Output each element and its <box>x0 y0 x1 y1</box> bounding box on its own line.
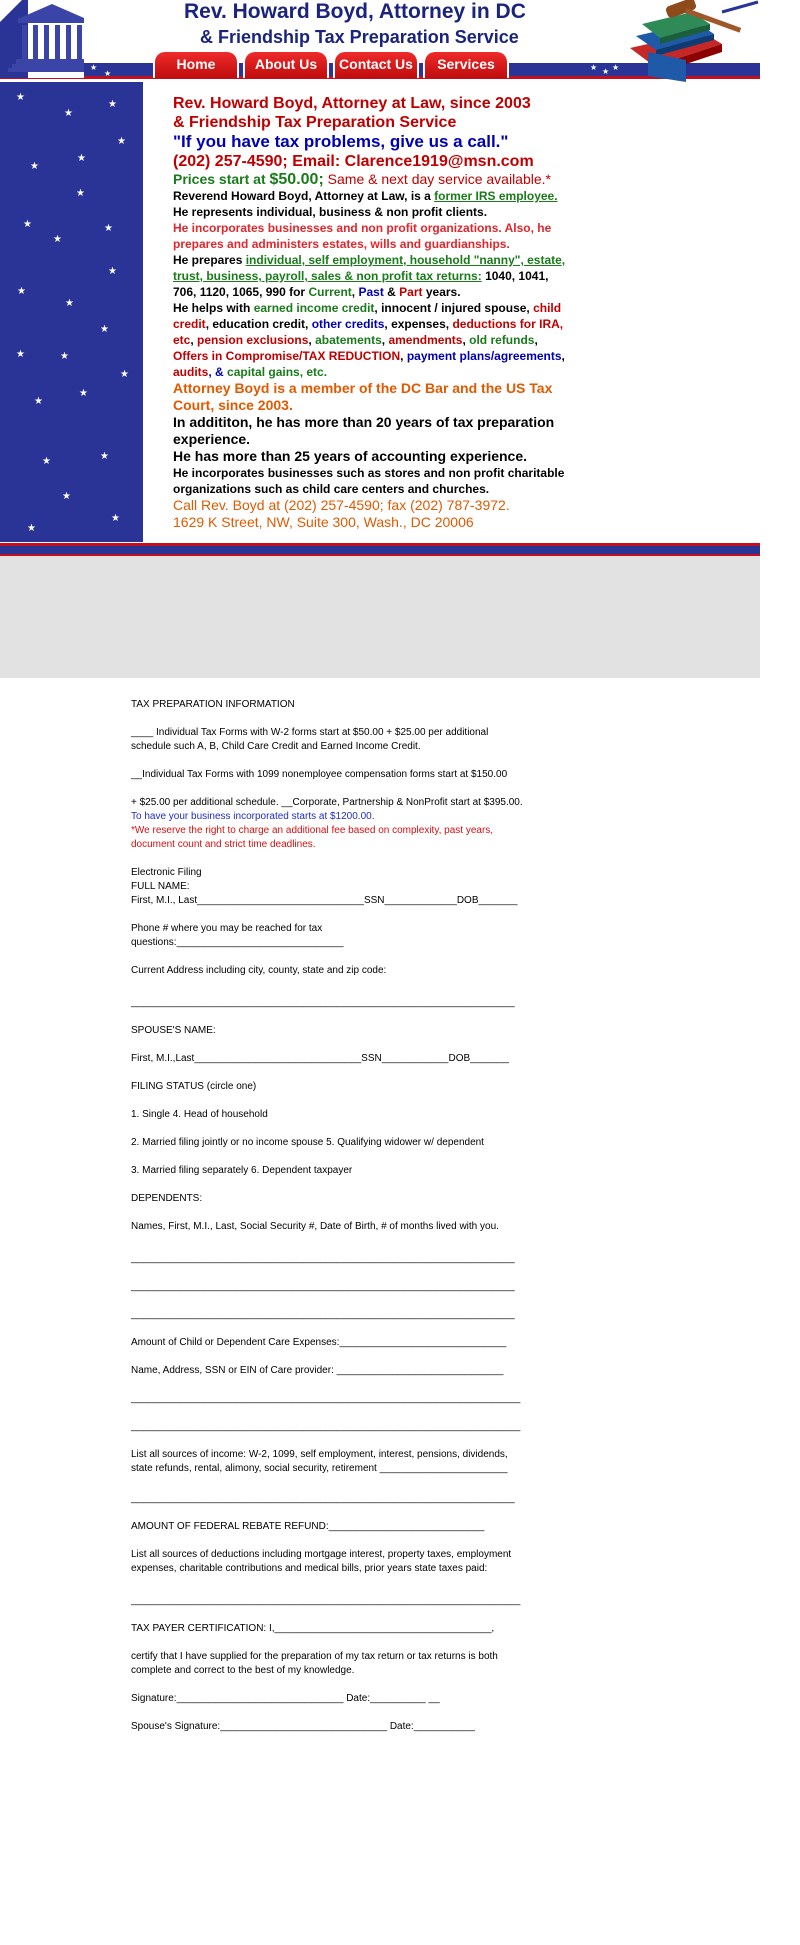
filing-status-option-3[interactable]: 3. Married filing separately 6. Dependent taxpayer <box>131 1165 353 1176</box>
star-icon: ★ <box>30 161 39 172</box>
service-phrase: pension exclusions <box>197 333 309 347</box>
star-panel <box>0 82 143 542</box>
nav-contact-button[interactable]: Contact Us <box>333 50 419 78</box>
service-phrase: , <box>381 333 389 347</box>
dependents-label: DEPENDENTS: <box>131 1193 203 1204</box>
service-phrase: capital gains, etc. <box>227 365 328 379</box>
care-provider-field[interactable]: Name, Address, SSN or EIN of Care provider: ______________________________ <box>131 1365 504 1376</box>
service-phrase: , expenses, <box>384 317 453 331</box>
star-icon: ★ <box>34 396 43 407</box>
service-phrase: deductions for IRA, etc <box>173 317 564 347</box>
full-name-label: FULL NAME: <box>131 881 190 892</box>
star-icon: ★ <box>17 286 26 297</box>
signature-field[interactable]: Signature:______________________________ Date:__________ __ <box>131 1693 440 1704</box>
service-phrase: , <box>462 333 470 347</box>
electronic-filing-label: Electronic Filing <box>131 867 202 878</box>
care-provider-line-2[interactable]: ______________________________________________________________________ <box>131 1421 521 1432</box>
intro-call: Call Rev. Boyd at (202) 257-4590; fax (202) 787-3972. <box>173 497 510 513</box>
star-icon: ★ <box>76 188 85 199</box>
service-phrase: , <box>534 333 538 347</box>
nav-home-button[interactable]: Home <box>153 50 239 78</box>
star-icon: ★ <box>108 99 117 110</box>
courthouse-icon <box>0 0 84 78</box>
tax-information-form <box>131 698 531 1748</box>
star-icon: ★ <box>42 456 51 467</box>
address-field[interactable]: _____________________________________________________________________ <box>131 997 515 1008</box>
tax-returns-link[interactable]: individual, self employment, household "nanny", estate, trust, business, payroll, sales & non profit tax returns: <box>173 253 566 283</box>
service-phrase: abatements <box>315 333 382 347</box>
service-phrase: , <box>190 333 198 347</box>
sep: & <box>383 285 400 299</box>
star-icon: ★ <box>16 349 25 360</box>
intro-para-3 <box>173 252 568 300</box>
intro-address: 1629 K Street, NW, Suite 300, Wash., DC 20006 <box>173 514 474 530</box>
intro-heading-2: & Friendship Tax Preparation Service <box>173 114 457 131</box>
intro-contact-heading: (202) 257-4590; Email: Clarence1919@msn.com <box>173 153 534 170</box>
filing-status-option-1[interactable]: 1. Single 4. Head of household <box>131 1109 268 1120</box>
past-years: Past <box>358 285 384 299</box>
spouse-name-field[interactable]: First, M.I.,Last______________________________SSN____________DOB_______ <box>131 1053 510 1064</box>
form-item-1099: __Individual Tax Forms with 1099 nonemployee compensation forms start at $150.00 <box>131 769 508 780</box>
intro-para-2: He incorporates businesses and non profit organizations. Also, he prepares and administers estates, wills and guardianships. <box>173 221 552 251</box>
site-title-line1: Rev. Howard Boyd, Attorney in DC <box>184 0 526 23</box>
intro-experience-tax: In addititon, he has more than 20 years of tax preparation experience. <box>173 414 555 447</box>
prices-service-note: Same & next day service available.* <box>323 171 551 187</box>
deductions-line[interactable]: ______________________________________________________________________ <box>131 1595 521 1606</box>
star-icon: ★ <box>60 351 69 362</box>
gavel-books-icon <box>626 0 760 82</box>
service-phrase: payment plans/agreements <box>406 349 562 363</box>
star-icon: ★ <box>100 324 109 335</box>
dependents-description: Names, First, M.I., Last, Social Security #, Date of Birth, # of months lived with you. <box>131 1221 499 1232</box>
star-icon: ★ <box>64 108 73 119</box>
filing-status-label: FILING STATUS (circle one) <box>131 1081 257 1092</box>
intro-section <box>173 94 568 543</box>
star-icon: ★ <box>117 136 126 147</box>
star-icon: ★ <box>111 513 120 524</box>
income-line[interactable]: _____________________________________________________________________ <box>131 1493 515 1504</box>
intro-dc-bar: Attorney Boyd is a member of the DC Bar and the US Tax Court, since 2003. <box>173 380 553 413</box>
service-phrase: , education credit, <box>205 317 312 331</box>
divider-blue-stripe <box>0 546 760 554</box>
income-sources-field[interactable]: List all sources of income: W-2, 1099, self employment, interest, pensions, dividends, state refunds, rental, alimony, social security, retirement _______________________ <box>131 1449 508 1474</box>
site-header <box>0 0 760 82</box>
intro-para-3-forms: 1040, 1041, 706, 1120, 1065, 990 for <box>173 269 549 299</box>
service-phrase: He helps with <box>173 301 254 315</box>
deductions-label: List all sources of deductions including mortgage interest, property taxes, employment expenses, charitable contributions and medical bills, prior years state taxes paid: <box>131 1549 512 1574</box>
child-care-expenses-field[interactable]: Amount of Child or Dependent Care Expenses:______________________________ <box>131 1337 507 1348</box>
star-icon: ★ <box>90 63 98 72</box>
certification-field[interactable]: TAX PAYER CERTIFICATION: I,_______________________________________, <box>131 1623 495 1634</box>
star-icon: ★ <box>100 451 109 462</box>
care-provider-line-1[interactable]: ______________________________________________________________________ <box>131 1393 521 1404</box>
part-years: Part <box>399 285 423 299</box>
full-name-field[interactable]: First, M.I., Last______________________________SSN_____________DOB_______ <box>131 895 518 906</box>
address-label: Current Address including city, county, state and zip code: <box>131 965 387 976</box>
star-icon: ★ <box>104 69 112 78</box>
star-icon: ★ <box>53 234 62 245</box>
sep: , <box>351 285 359 299</box>
nav-services-button[interactable]: Services <box>423 50 509 78</box>
star-icon: ★ <box>65 298 74 309</box>
star-icon: ★ <box>79 388 88 399</box>
intro-para-1-rest: He represents individual, business & non profit clients. <box>173 205 488 219</box>
dependent-line-3[interactable]: _____________________________________________________________________ <box>131 1309 515 1320</box>
intro-para-3-text: He prepares <box>173 253 246 267</box>
star-icon: ★ <box>612 63 620 72</box>
intro-experience-accounting: He has more than 25 years of accounting experience. <box>173 448 528 464</box>
incorporation-note: To have your business incorporated starts at $1200.00. <box>131 811 375 822</box>
fee-disclaimer: *We reserve the right to charge an additional fee based on complexity, past years, document count and strict time deadlines. <box>131 825 494 850</box>
service-phrase: , & <box>208 365 228 379</box>
service-phrase: , <box>561 349 565 363</box>
spouse-signature-field[interactable]: Spouse's Signature:______________________________ Date:___________ <box>131 1721 475 1732</box>
intro-para-1 <box>173 188 568 220</box>
service-phrase: other credits <box>311 317 385 331</box>
star-icon: ★ <box>120 369 129 380</box>
corporate-price-text: + $25.00 per additional schedule. __Corporate, Partnership & NonProfit start at $395.00. <box>131 797 523 808</box>
intro-incorporation: He incorporates businesses such as stores and non profit charitable organizations such as child care centers and churches. <box>173 466 565 496</box>
spouse-name-label: SPOUSE'S NAME: <box>131 1025 216 1036</box>
nav-about-button[interactable]: About Us <box>243 50 329 78</box>
filing-status-option-2[interactable]: 2. Married filing jointly or no income spouse 5. Qualifying widower w/ dependent <box>131 1137 484 1148</box>
service-phrase: , innocent / injured spouse, <box>374 301 534 315</box>
star-icon: ★ <box>27 523 36 534</box>
phone-field[interactable]: Phone # where you may be reached for tax questions:______________________________ <box>131 923 344 948</box>
service-phrase: amendments <box>388 333 463 347</box>
gray-banner <box>0 556 760 678</box>
service-phrase: , <box>400 349 407 363</box>
intro-heading-1: Rev. Howard Boyd, Attorney at Law, since 2003 <box>173 95 531 112</box>
irs-employee-link[interactable]: former IRS employee. <box>434 189 558 203</box>
prices-line <box>173 171 568 188</box>
form-item-corporate <box>131 796 531 852</box>
star-icon: ★ <box>77 153 86 164</box>
intro-para-1-text: Reverend Howard Boyd, Attorney at Law, is a <box>173 189 435 203</box>
rebate-refund-field[interactable]: AMOUNT OF FEDERAL REBATE REFUND:____________________________ <box>131 1521 485 1532</box>
certification-statement: certify that I have supplied for the preparation of my tax return or tax returns is both complete and correct to the best of my knowledge. <box>131 1651 498 1676</box>
service-phrase: child credit <box>173 301 562 331</box>
service-phrase: old refunds <box>469 333 535 347</box>
service-phrase: Offers in Compromise/TAX REDUCTION <box>173 349 401 363</box>
form-item-w2: ____ Individual Tax Forms with W-2 forms start at $50.00 + $25.00 per additional schedule such A, B, Child Care Credit and Earned Income Credit. <box>131 727 489 752</box>
star-icon: ★ <box>104 223 113 234</box>
intro-para-services <box>173 300 568 380</box>
dependent-line-1[interactable]: _____________________________________________________________________ <box>131 1253 515 1264</box>
star-icon: ★ <box>23 219 32 230</box>
star-icon: ★ <box>590 63 598 72</box>
star-icon: ★ <box>16 92 25 103</box>
service-phrase: earned income credit <box>253 301 375 315</box>
years-suffix: years. <box>422 285 461 299</box>
intro-slogan: "If you have tax problems, give us a call." <box>173 132 509 151</box>
star-icon: ★ <box>602 67 610 76</box>
site-title-line2: & Friendship Tax Preparation Service <box>200 27 519 47</box>
prices-value: $50.00; <box>269 171 324 188</box>
current-years: Current <box>308 285 352 299</box>
star-icon: ★ <box>108 266 117 277</box>
service-phrase: audits <box>173 365 209 379</box>
star-icon: ★ <box>62 491 71 502</box>
service-phrase: , <box>308 333 316 347</box>
dependent-line-2[interactable]: _____________________________________________________________________ <box>131 1281 515 1292</box>
form-title: TAX PREPARATION INFORMATION <box>131 699 295 710</box>
prices-label: Prices start at <box>173 171 270 187</box>
